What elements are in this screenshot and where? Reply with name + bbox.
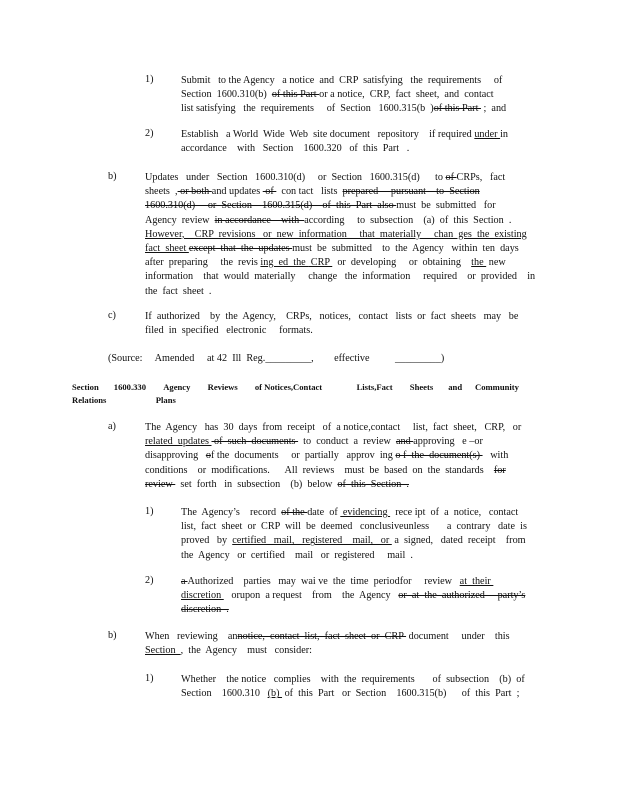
reviews-a1-text: The Agency’s record of the date of evidencing rece ipt of a notice, contact list, fact sheet or CRP will be deemed conclusiveunless a contrary date is proved by certified mail, registered mail, or a signed, dated receipt from the Agency or certified mail or registered mail . — [181, 507, 527, 561]
subsection-c-text: If authorized by the Agency, CRPs, notices, contact lists or fact sheets may be filed in specified electronic formats. — [145, 311, 519, 337]
reviews-a2-label: 2) — [145, 575, 154, 586]
item-number-1: 1) — [145, 74, 154, 85]
deleted-text: of this Part — [271, 89, 320, 101]
item-1-line-1: Submit to the Agency a notice and CRP satisfying the requirements of — [181, 75, 503, 86]
reviews-b1-text: Whether the notice complies with the requirements of subsection (b) of Section 1600.310 (b) of this Part or Section 1600.315(b) of this Part ; — [181, 674, 525, 700]
inserted-text: under — [474, 129, 501, 140]
section-heading: Section 1600.330 Agency Reviews of Notices,Contact Lists,Fact Sheets and Community Relations Plans — [72, 382, 519, 405]
subsection-b-text: Updates under Section 1600.310(d) or Section 1600.315(d) to of CRPs, fact sheets , or both and updates of con tact lists prepared pursuant to Section 1600.310(d) or Section 1600.315(d) of this Part also must be submitted for Agency review in accordance with according to subsection (a) of this Section . However, CRP revisions or new information that materially chan ges the existing fact sheet except that the updates must be submitted to the Agency within ten days after preparing the revis ing ed the CRP or developing or obtaining the new information that would materially change the information required or provided in the fact sheet . — [145, 172, 536, 297]
subsection-c-label: c) — [108, 310, 116, 321]
reviews-a2-text: a Authorized parties may wai ve the time periodfor review at their discretion orupon a request from the Agency or at the authorized party’s discretion . — [181, 576, 526, 616]
source-note: (Source: Amended at 42 Ill Reg._________, effective _________) — [108, 353, 445, 364]
reviews-b1-label: 1) — [145, 673, 154, 684]
reviews-b-text: When reviewing annotice, contact list, fact sheet or CRP document under this Section , the Agency must consider: — [145, 631, 510, 657]
reviews-a1-label: 1) — [145, 506, 154, 517]
reviews-a-text: The Agency has 30 days from receipt of a notice,contact list, fact sheet, CRP, or related updates of such documents to conduct a review and approving e –or disapproving of the documents or partially approv ing o f the document(s) with conditions or modifications. All reviews must be based on the standards for review set forth in subsection (b) below of this Section . — [145, 422, 522, 490]
item-1-text: Submit to the Agency a notice and CRP satisfying the requirements of Section 1600.310(b) of this Part or a notice, CRP, fact sheet, and contact list satisfying the requirements of Section 1600.315(b )of this Part ; and — [181, 74, 521, 117]
reviews-b-label: b) — [108, 630, 117, 641]
item-number-2: 2) — [145, 128, 154, 139]
reviews-a-label: a) — [108, 421, 116, 432]
deleted-text: of this Part — [433, 103, 481, 115]
item-2-text: Establish a World Wide Web site document repository if required under in accordance with Section 1600.320 of this Part . — [181, 129, 509, 155]
subsection-b-label: b) — [108, 171, 117, 182]
